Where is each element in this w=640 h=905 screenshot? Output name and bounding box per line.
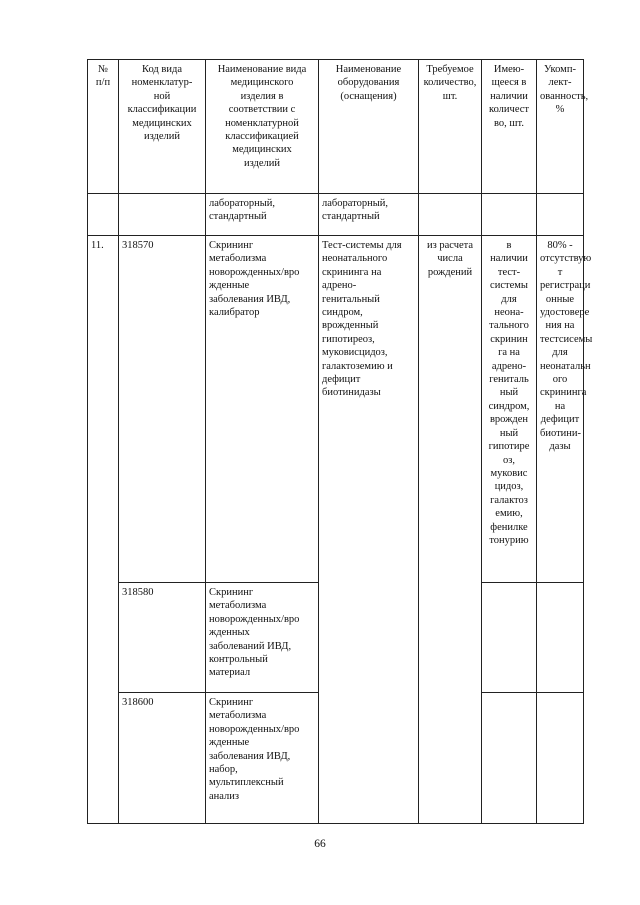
code-cell-2: 318580	[119, 583, 206, 693]
code-cell-1: 318570	[119, 236, 206, 583]
available-cell: в наличии тест- системы для неона- тального скринин га на адрено- гениталь ный синдром, врожден ный гипотире оз, муковис цидоз, галактоз емию, фенилке тонурию	[482, 236, 537, 583]
equipment-cell: Тест-системы для неонатального скрининга на адрено- генитальный синдром, врожденный гипотиреоз, муковисцидоз, галактоземию и дефицит биотинидазы	[319, 236, 419, 824]
completeness-cell: 80% - отсутствую т регистраци онные удостовере ния на тестсисемы для неонатальн ого скрининга на дефицит биотини- дазы	[537, 236, 584, 583]
header-number: № п/п	[88, 60, 119, 194]
cont-equipment: лабораторный, стандартный	[319, 194, 419, 236]
header-available: Имею- щееся в наличии количест во, шт.	[482, 60, 537, 194]
header-required: Требуемое количество, шт.	[419, 60, 482, 194]
completeness-cell-3	[537, 693, 584, 824]
device-name-cell-3: Скрининг метаболизма новорожденных/вро жденные заболевания ИВД, набор, мультиплексный анализ	[206, 693, 319, 824]
available-cell-3	[482, 693, 537, 824]
cont-available	[482, 194, 537, 236]
cont-device-name: лабораторный, стандартный	[206, 194, 319, 236]
table-row-11a	[88, 236, 584, 583]
equipment-table	[87, 59, 593, 824]
header-device-name: Наименование вида медицинского изделия в соответствии с номенклатурной классификацией медицинских изделий	[206, 60, 319, 194]
cont-number	[88, 194, 119, 236]
row-number: 11.	[88, 236, 119, 824]
page-number: 66	[314, 838, 326, 850]
completeness-cell-2	[537, 583, 584, 693]
available-cell-2	[482, 583, 537, 693]
header-code: Код вида номенклатур- ной классификации медицинских изделий	[119, 60, 206, 194]
device-name-cell-1: Скрининг метаболизма новорожденных/вро жденные заболевания ИВД, калибратор	[206, 236, 319, 583]
cont-code	[119, 194, 206, 236]
cont-required	[419, 194, 482, 236]
header-equipment: Наименование оборудования (оснащения)	[319, 60, 419, 194]
device-name-cell-2: Скрининг метаболизма новорожденных/вро жденных заболеваний ИВД, контрольный материал	[206, 583, 319, 693]
required-cell: из расчета числа рождений	[419, 236, 482, 824]
code-cell-3: 318600	[119, 693, 206, 824]
header-completeness: Укомп- лект- ованность, %	[537, 60, 584, 194]
table-row-continuation	[88, 194, 584, 236]
cont-completeness	[537, 194, 584, 236]
header-row	[88, 60, 584, 194]
